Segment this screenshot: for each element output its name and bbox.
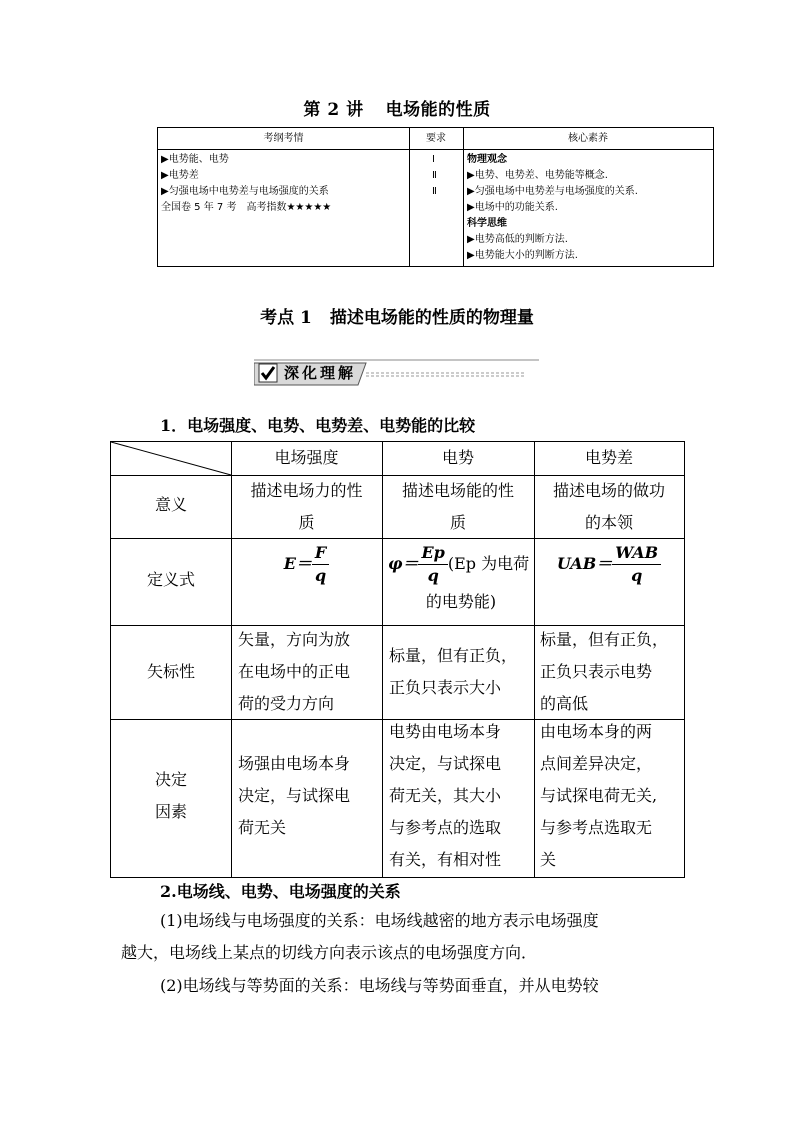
paragraph-1-line-1: (1)电场线与电场强度的关系：电场线越密的地方表示电场强度 <box>160 911 599 930</box>
formula-potential-difference: UAB＝ $\frac{\text{WAB}}{q}$ <box>534 542 684 587</box>
lecture-number: 第 2 讲 <box>303 100 364 120</box>
formula-potential: φ＝ $\frac{Ep}{q}$ (Ep 为电荷 的电势能) <box>388 543 530 611</box>
col-header-potential-difference: 电势差 <box>584 448 633 467</box>
literacy-item: ▶电场中的功能关系. <box>467 202 558 213</box>
literacy-item: ▶电势高低的判断方法. <box>467 234 568 245</box>
literacy-item: ▶电势、电势差、电势能等概念. <box>467 170 608 181</box>
literacy-heading-scientific-thinking: 科学思维 <box>467 218 507 229</box>
requirement-level: Ⅱ <box>432 186 437 197</box>
paragraph-1-line-2: 越大，电场线上某点的切线方向表示该点的电场强度方向． <box>121 943 538 962</box>
cell-meaning-potential: 描述电场能的性 质 <box>401 481 514 532</box>
literacy-item: ▶匀强电场中电势差与电场强度的关系. <box>467 186 638 197</box>
cell-factors-field-strength: 场强由电场本身 决定，与试探电 荷无关 <box>238 754 351 837</box>
cell-factors-potential-difference: 由电场本身的两 点间差异决定， 与试探电荷无关, 与参考点选取无 关 <box>540 722 658 869</box>
row-label-definition: 定义式 <box>146 570 195 589</box>
cell-meaning-potential-difference: 描述电场的做功 的本领 <box>552 481 665 532</box>
paragraph-2-line-1: (2)电场线与等势面的关系：电场线与等势面垂直，并从电势较 <box>160 976 599 995</box>
lecture-name: 电场能的性质 <box>385 100 491 120</box>
formula-field-strength: E＝ $\frac{F}{q}$ <box>231 542 382 587</box>
section-heading: 考点 1 描述电场能的性质的物理量 <box>260 308 534 328</box>
page-title <box>0 95 794 120</box>
subsection-2-title: 2.电场线、电势、电场强度的关系 <box>160 882 401 901</box>
row-label-determining-factors: 决定 因素 <box>154 770 187 821</box>
row-label-vector-scalar: 矢标性 <box>146 662 195 681</box>
cell-vector-field-strength: 矢量，方向为放 在电场中的正电 荷的受力方向 <box>238 630 351 713</box>
check-icon <box>258 363 278 383</box>
col-header-potential: 电势 <box>441 448 474 467</box>
outline-item: ▶匀强电场中电势差与电场强度的关系 <box>161 186 329 197</box>
requirement-level: Ⅰ <box>432 154 435 165</box>
literacy-item: ▶电势能大小的判断方法. <box>467 250 578 261</box>
outline-item: ▶电势差 <box>161 170 199 181</box>
requirement-level: Ⅱ <box>432 170 437 181</box>
header-diagonal <box>111 442 232 476</box>
banner-label: 深化理解 <box>284 364 357 382</box>
cell-vector-potential: 标量，但有正负， 正负只表示大小 <box>389 646 518 697</box>
cell-factors-potential: 电势由电场本身 决定，与试探电 荷无关，其大小 与参考点的选取 有关，有相对性 <box>389 722 502 869</box>
overview-table <box>157 127 714 267</box>
outline-item: ▶电势能、电势 <box>161 154 229 165</box>
cell-vector-potential-difference: 标量，但有正负， 正负只表示电势 的高低 <box>540 630 669 713</box>
header-requirement: 要求 <box>409 128 463 150</box>
cell-meaning-field-strength: 描述电场力的性 质 <box>250 481 363 532</box>
literacy-heading-physics-concept: 物理观念 <box>467 154 507 165</box>
subsection-1-title: 1．电场强度、电势、电势差、电势能的比较 <box>160 416 476 435</box>
header-core-literacy: 核心素养 <box>463 128 713 150</box>
deepen-understanding-banner <box>254 359 539 387</box>
header-exam-outline: 考纲考情 <box>158 128 409 150</box>
comparison-table <box>110 441 685 878</box>
row-label-meaning: 意义 <box>154 495 187 514</box>
col-header-field-strength: 电场强度 <box>274 448 339 467</box>
exam-frequency: 全国卷 5 年 7 考 高考指数★★★★★ <box>161 202 332 213</box>
